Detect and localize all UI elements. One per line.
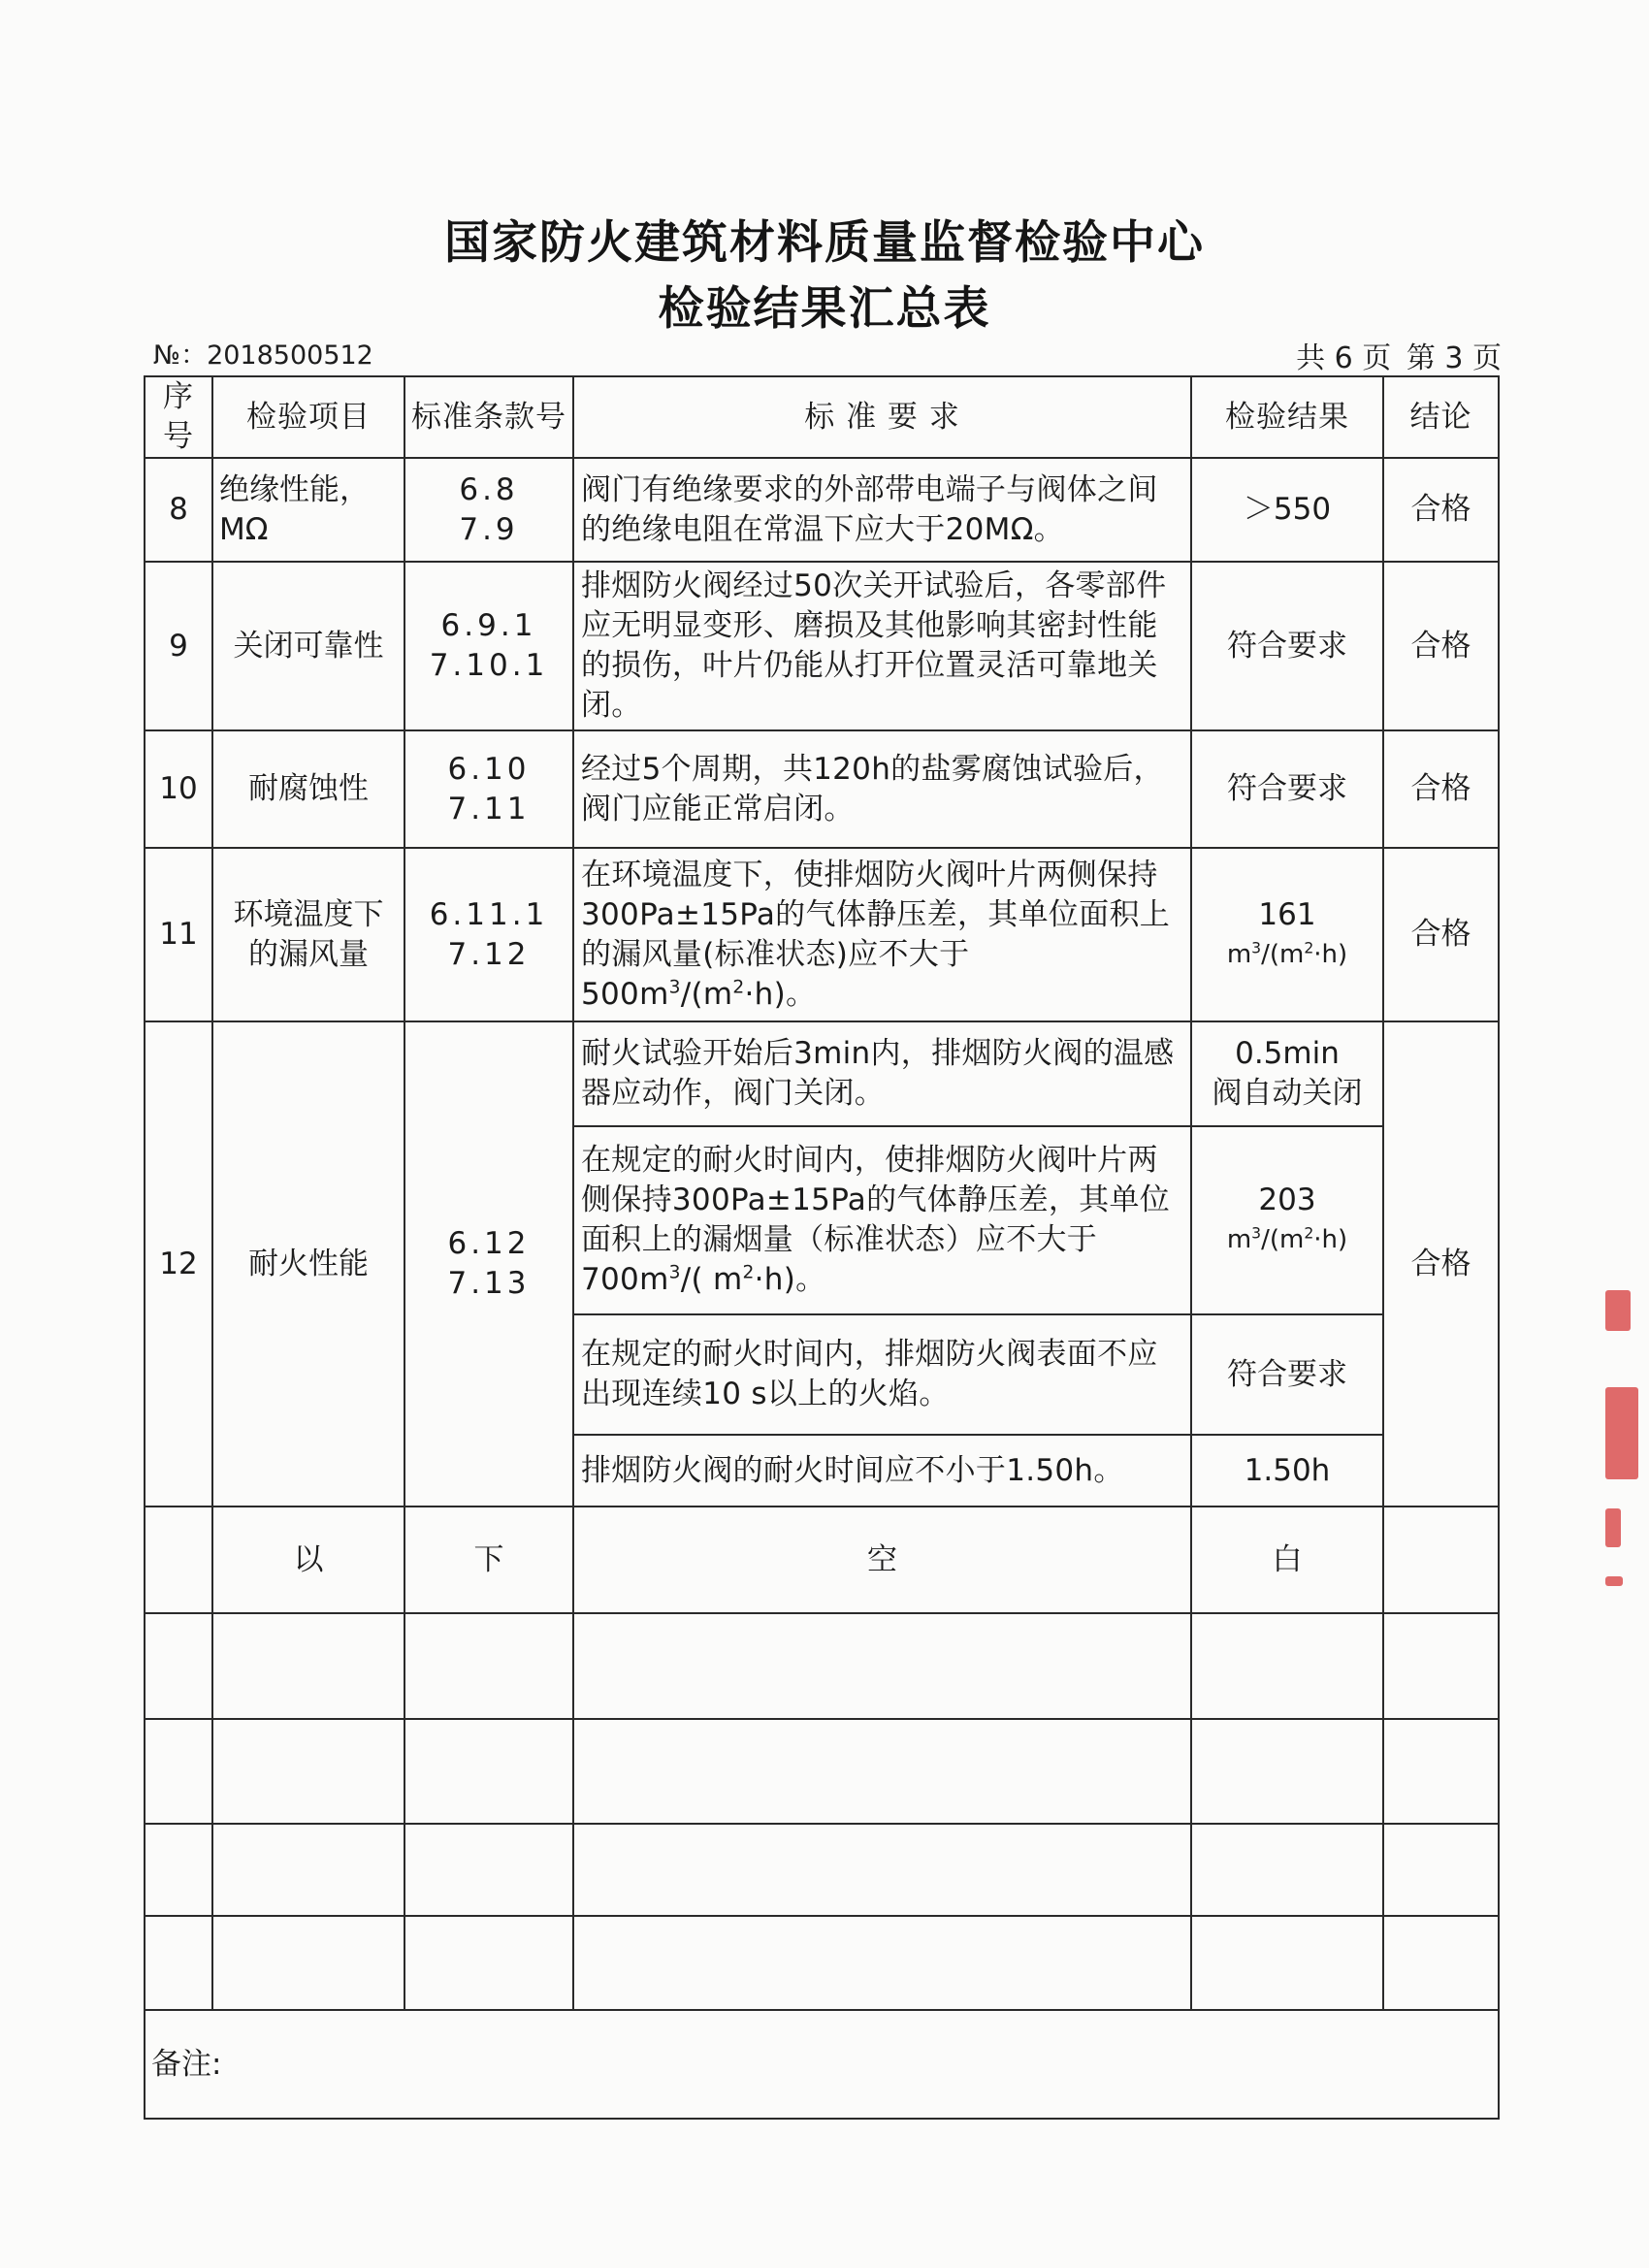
row-number: 11 — [145, 848, 212, 1021]
blank-marker-char: 以 — [212, 1507, 404, 1613]
row-number: 9 — [145, 562, 212, 730]
table-row — [145, 730, 1499, 848]
unit-part: ·h)。 — [744, 976, 817, 1012]
empty-cell — [1191, 1613, 1383, 1719]
requirement-limit: 500m — [581, 976, 669, 1012]
conclusion: 合格 — [1383, 458, 1499, 562]
seal-fragment — [1605, 1290, 1631, 1331]
page-subtitle: 检验结果汇总表 — [658, 282, 991, 336]
test-result: 1.50h — [1191, 1435, 1383, 1507]
remarks-row — [145, 2010, 1499, 2119]
clause-line: 7.11 — [447, 791, 531, 826]
clause-numbers — [404, 562, 573, 730]
test-result: 符合要求 — [1191, 562, 1383, 730]
test-item — [212, 458, 404, 562]
unit-exponent: 2 — [742, 1262, 755, 1283]
col-header-item: 检验项目 — [212, 376, 404, 458]
blank-marker-char: 下 — [404, 1507, 573, 1613]
empty-cell — [145, 1824, 212, 1916]
clause-line: 6.11.1 — [429, 896, 549, 932]
table-row — [145, 562, 1499, 730]
col-header-requirement: 标 准 要 求 — [573, 376, 1191, 458]
test-item: 关闭可靠性 — [212, 562, 404, 730]
unit-part: m — [1226, 939, 1252, 969]
row-number: 12 — [145, 1021, 212, 1507]
empty-cell — [404, 1916, 573, 2010]
requirement-text: 排烟防火阀的耐火时间应不小于1.50h。 — [573, 1435, 1191, 1507]
empty-cell — [212, 1824, 404, 1916]
unit-part: /(m — [680, 976, 733, 1012]
test-result — [1191, 848, 1383, 1021]
current-page: 第 3 页 — [1406, 341, 1502, 375]
empty-cell — [145, 1916, 212, 2010]
empty-row — [145, 1613, 1499, 1719]
unit-part: /(m — [1261, 1225, 1305, 1254]
clause-line: 6.9.1 — [440, 608, 537, 643]
col-header-no: 序号 — [145, 376, 212, 458]
requirement-text — [573, 1126, 1191, 1314]
result-unit — [1196, 935, 1378, 975]
empty-cell — [1383, 1613, 1499, 1719]
row-number: 8 — [145, 458, 212, 562]
remarks-label: 备注: — [145, 2010, 1499, 2119]
empty-cell — [145, 1719, 212, 1824]
seal-fragment — [1605, 1576, 1623, 1586]
clause-line: 7.13 — [447, 1266, 531, 1301]
clause-numbers — [404, 848, 573, 1021]
empty-cell — [573, 1719, 1191, 1824]
unit-exponent: 2 — [732, 977, 745, 998]
table-row — [145, 458, 1499, 562]
unit-part: m — [1226, 1225, 1252, 1254]
page-indicator — [1290, 334, 1502, 376]
col-header-conclusion: 结论 — [1383, 376, 1499, 458]
empty-cell — [573, 1824, 1191, 1916]
empty-cell — [1191, 1719, 1383, 1824]
requirement-body: 在规定的耐火时间内，使排烟防火阀叶片两侧保持300Pa±15Pa的气体静压差，其单位面积上的漏烟量（标准状态）应不大于 — [581, 1143, 1171, 1257]
results-table — [144, 375, 1500, 2120]
result-line: 0.5min — [1235, 1036, 1340, 1071]
empty-row — [145, 1824, 1499, 1916]
test-result: ＞550 — [1191, 458, 1383, 562]
empty-cell — [212, 1719, 404, 1824]
test-item: 耐腐蚀性 — [212, 730, 404, 848]
requirement-text: 经过5个周期，共120h的盐雾腐蚀试验后，阀门应能正常启闭。 — [573, 730, 1191, 848]
col-header-result: 检验结果 — [1191, 376, 1383, 458]
empty-cell — [212, 1916, 404, 2010]
requirement-text: 在规定的耐火时间内，排烟防火阀表面不应出现连续10 s以上的火焰。 — [573, 1314, 1191, 1435]
empty-cell — [212, 1613, 404, 1719]
requirement-text: 阀门有绝缘要求的外部带电端子与阀体之间的绝缘电阻在常温下应大于20MΩ。 — [573, 458, 1191, 562]
empty-cell — [1383, 1824, 1499, 1916]
seal-fragment — [1605, 1508, 1621, 1547]
empty-cell — [1191, 1916, 1383, 2010]
table-row — [145, 1021, 1499, 1126]
unit-exponent: 2 — [1304, 938, 1314, 956]
unit-part: ·h) — [1313, 939, 1348, 969]
test-item-line: MΩ — [219, 511, 269, 547]
table-header-row — [145, 376, 1499, 458]
conclusion: 合格 — [1383, 730, 1499, 848]
clause-numbers — [404, 1021, 573, 1507]
unit-part: /(m — [1261, 939, 1305, 969]
clause-line: 7.9 — [459, 511, 519, 547]
clause-numbers — [404, 458, 573, 562]
requirement-text — [573, 848, 1191, 1021]
unit-exponent: 3 — [1251, 938, 1262, 956]
test-item-line: 环境温度下 — [233, 896, 384, 932]
unit-exponent: 3 — [668, 1262, 681, 1283]
empty-cell — [404, 1613, 573, 1719]
table-row — [145, 848, 1499, 1021]
requirement-text: 耐火试验开始后3min内，排烟防火阀的温感器应动作，阀门关闭。 — [573, 1021, 1191, 1126]
empty-cell — [1383, 1916, 1499, 2010]
conclusion: 合格 — [1383, 848, 1499, 1021]
result-line: 阀自动关闭 — [1212, 1076, 1363, 1111]
clause-line: 7.12 — [447, 936, 531, 972]
result-value: 203 — [1258, 1183, 1316, 1217]
requirement-body: 在环境温度下，使排烟防火阀叶片两侧保持300Pa±15Pa的气体静压差，其单位面积上的漏风量(标准状态)应不大于 — [581, 857, 1171, 972]
blank-marker-char: 空 — [573, 1507, 1191, 1613]
col-header-clause: 标准条款号 — [404, 376, 573, 458]
report-number: №：2018500512 — [153, 340, 373, 371]
empty-cell — [1383, 1507, 1499, 1613]
empty-cell — [145, 1613, 212, 1719]
test-item — [212, 848, 404, 1021]
clause-line: 6.8 — [459, 471, 519, 507]
test-result — [1191, 1126, 1383, 1314]
empty-cell — [404, 1719, 573, 1824]
empty-row — [145, 1719, 1499, 1824]
clause-numbers — [404, 730, 573, 848]
unit-part: ·h) — [1313, 1225, 1348, 1254]
total-pages: 共 6 页 — [1296, 341, 1392, 375]
blank-marker-row — [145, 1507, 1499, 1613]
clause-line: 6.12 — [447, 1226, 531, 1261]
test-result — [1191, 1021, 1383, 1126]
test-item-line: 绝缘性能， — [219, 471, 370, 507]
empty-cell — [404, 1824, 573, 1916]
empty-row — [145, 1916, 1499, 2010]
row-number: 10 — [145, 730, 212, 848]
test-result: 符合要求 — [1191, 1314, 1383, 1435]
unit-part: ·h)。 — [754, 1262, 826, 1297]
conclusion: 合格 — [1383, 1021, 1499, 1507]
result-value: 161 — [1258, 896, 1316, 932]
empty-cell — [145, 1507, 212, 1613]
clause-line: 7.10.1 — [429, 648, 549, 683]
requirement-limit: 700m — [581, 1262, 669, 1297]
unit-exponent: 3 — [668, 977, 681, 998]
empty-cell — [1191, 1824, 1383, 1916]
test-item: 耐火性能 — [212, 1021, 404, 1507]
clause-line: 6.10 — [447, 751, 531, 787]
result-unit — [1196, 1220, 1378, 1260]
unit-exponent: 3 — [1251, 1224, 1262, 1243]
unit-exponent: 2 — [1304, 1224, 1314, 1243]
unit-part: /( m — [680, 1262, 743, 1297]
empty-cell — [573, 1916, 1191, 2010]
blank-marker-char: 白 — [1191, 1507, 1383, 1613]
page-title: 国家防火建筑材料质量监督检验中心 — [444, 216, 1205, 270]
empty-cell — [573, 1613, 1191, 1719]
seal-fragment — [1605, 1387, 1638, 1479]
test-result: 符合要求 — [1191, 730, 1383, 848]
empty-cell — [1383, 1719, 1499, 1824]
test-item-line: 的漏风量 — [248, 936, 369, 972]
conclusion: 合格 — [1383, 562, 1499, 730]
requirement-text: 排烟防火阀经过50次关开试验后，各零部件应无明显变形、磨损及其他影响其密封性能的损伤，叶片仍能从打开位置灵活可靠地关闭。 — [573, 562, 1191, 730]
